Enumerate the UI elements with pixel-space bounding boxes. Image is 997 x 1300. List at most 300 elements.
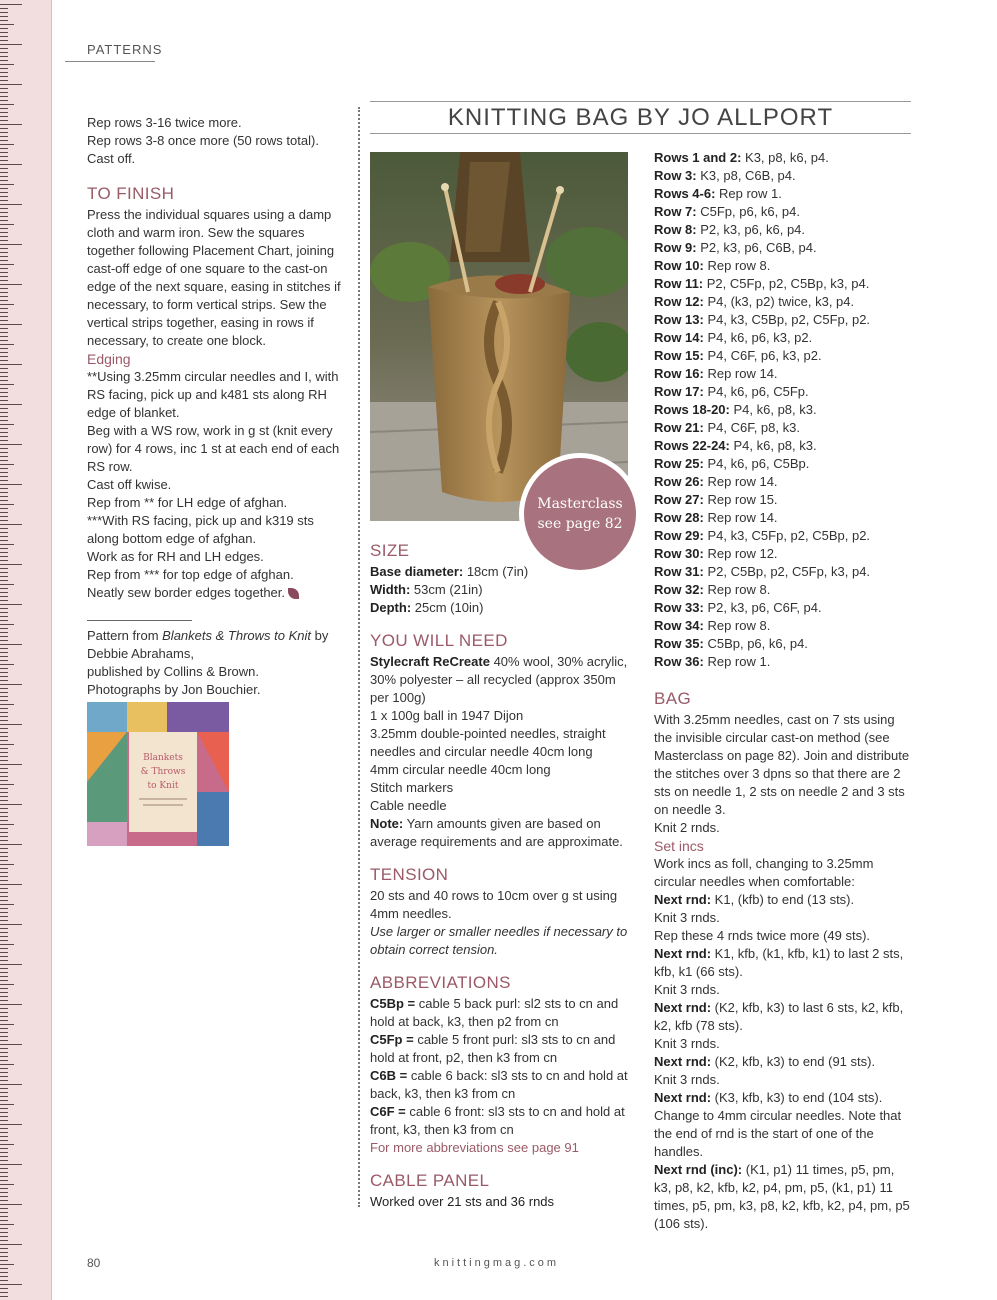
ruler-tick bbox=[0, 428, 8, 429]
cable-row bbox=[654, 635, 912, 653]
ruler-tick bbox=[0, 668, 8, 669]
ruler-tick bbox=[0, 696, 8, 697]
cable-row-value: P4, k6, p8, k3. bbox=[729, 402, 817, 417]
ruler-tick bbox=[0, 20, 8, 21]
ruler-tick bbox=[0, 256, 8, 257]
abbreviations-heading: ABBREVIATIONS bbox=[370, 973, 511, 992]
inc-value: Knit 3 rnds. bbox=[654, 1036, 720, 1051]
ruler-tick bbox=[0, 644, 22, 645]
cable-row bbox=[654, 599, 912, 617]
cable-row bbox=[654, 257, 912, 275]
ruler-tick bbox=[0, 1288, 8, 1289]
ruler-tick bbox=[0, 180, 8, 181]
ruler-tick bbox=[0, 916, 8, 917]
ruler-tick bbox=[0, 76, 8, 77]
ruler-tick bbox=[0, 512, 8, 513]
cable-row-value: P4, C6F, p6, k3, p2. bbox=[703, 348, 822, 363]
inc-line bbox=[654, 909, 912, 927]
ruler-tick bbox=[0, 524, 22, 525]
ruler-tick bbox=[0, 1056, 8, 1057]
ruler-tick bbox=[0, 336, 8, 337]
ruler-tick bbox=[0, 200, 8, 201]
ruler-tick bbox=[0, 264, 14, 265]
cable-row bbox=[654, 293, 912, 311]
ruler-tick bbox=[0, 728, 8, 729]
you-will-need-heading: YOU WILL NEED bbox=[370, 631, 508, 650]
ruler-tick bbox=[0, 476, 8, 477]
ruler-tick bbox=[0, 520, 8, 521]
cable-row-label: Row 11: bbox=[654, 276, 704, 291]
edging-line bbox=[87, 494, 349, 512]
ruler-tick bbox=[0, 1292, 8, 1293]
ruler-tick bbox=[0, 332, 8, 333]
ruler-tick bbox=[0, 940, 8, 941]
cable-row bbox=[654, 347, 912, 365]
size-line bbox=[370, 563, 632, 581]
inc-value: Change to 4mm circular needles. Note that the end of rnd is the start of one of the handles. bbox=[654, 1108, 902, 1159]
ruler-tick bbox=[0, 468, 8, 469]
ruler-tick bbox=[0, 132, 8, 133]
credit-publisher: published by Collins & Brown. bbox=[87, 664, 259, 679]
ruler-tick bbox=[0, 1140, 8, 1141]
cable-row-label: Row 32: bbox=[654, 582, 704, 597]
ruler-tick bbox=[0, 484, 22, 485]
ruler-tick bbox=[0, 604, 22, 605]
ruler-tick bbox=[0, 1156, 8, 1157]
ruler-tick bbox=[0, 836, 8, 837]
ruler-tick bbox=[0, 1084, 22, 1085]
ruler-tick bbox=[0, 1104, 14, 1105]
cable-panel-heading: CABLE PANEL bbox=[370, 1171, 490, 1190]
abbreviation-value: cable 5 back purl: sl2 sts to cn and hold at back, k3, then p2 from cn bbox=[370, 996, 619, 1029]
note-label: Note: bbox=[370, 816, 404, 831]
cable-row-label: Row 27: bbox=[654, 492, 704, 507]
ruler-tick bbox=[0, 444, 22, 445]
ruler-tick bbox=[0, 340, 8, 341]
ruler-tick bbox=[0, 1032, 8, 1033]
ruler-tick bbox=[0, 700, 8, 701]
ruler-tick bbox=[0, 376, 8, 377]
ruler-tick bbox=[0, 544, 14, 545]
ruler-tick bbox=[0, 192, 8, 193]
ruler-tick bbox=[0, 556, 8, 557]
cable-row-value: P4, C6F, p8, k3. bbox=[703, 420, 800, 435]
cable-row-label: Row 8: bbox=[654, 222, 697, 237]
ruler-tick bbox=[0, 944, 14, 945]
cable-row-value: Rep row 1. bbox=[715, 186, 782, 201]
ruler-tick bbox=[0, 12, 8, 13]
page-number: 80 bbox=[87, 1256, 101, 1270]
ruler-tick bbox=[0, 812, 8, 813]
cable-row bbox=[654, 437, 912, 455]
inc-line bbox=[654, 981, 912, 999]
more-abbreviations-link[interactable]: For more abbreviations see page 91 bbox=[370, 1140, 579, 1155]
ruler-tick bbox=[0, 1248, 8, 1249]
ruler-tick bbox=[0, 72, 8, 73]
ruler-tick bbox=[0, 832, 8, 833]
ruler-tick bbox=[0, 1256, 8, 1257]
edging-line bbox=[87, 548, 349, 566]
inc-value: (K2, kfb, k3) to end (91 sts). bbox=[711, 1054, 876, 1069]
inc-line bbox=[654, 945, 912, 981]
ruler-tick bbox=[0, 880, 8, 881]
ruler-tick bbox=[0, 820, 8, 821]
ruler-tick bbox=[0, 560, 8, 561]
ruler-tick bbox=[0, 780, 8, 781]
cable-row bbox=[654, 473, 912, 491]
middle-column bbox=[370, 150, 632, 1211]
credit-photos: Photographs by Jon Bouchier. bbox=[87, 682, 261, 697]
ruler-tick bbox=[0, 1272, 8, 1273]
ruler-tick bbox=[0, 904, 14, 905]
ruler-tick bbox=[0, 1116, 8, 1117]
ruler-tick bbox=[0, 436, 8, 437]
cable-row-value: P4, k6, p6, k3, p2. bbox=[703, 330, 813, 345]
ruler-tick bbox=[0, 424, 14, 425]
ruler-tick bbox=[0, 756, 8, 757]
ruler-tick bbox=[0, 372, 8, 373]
cable-row-value: P4, (k3, p2) twice, k3, p4. bbox=[703, 294, 855, 309]
cable-row-value: P2, C5Bp, p2, C5Fp, k3, p4. bbox=[703, 564, 871, 579]
cable-row bbox=[654, 311, 912, 329]
need-line: 1 x 100g ball in 1947 Dijon bbox=[370, 708, 524, 723]
ruler-tick bbox=[0, 1052, 8, 1053]
abbreviation-value: cable 6 back: sl3 sts to cn and hold at back, k3, then k3 from cn bbox=[370, 1068, 628, 1101]
cable-row-label: Row 13: bbox=[654, 312, 704, 327]
ruler-tick bbox=[0, 896, 8, 897]
cable-row-value: Rep row 8. bbox=[703, 618, 771, 633]
cable-row-label: Row 33: bbox=[654, 600, 704, 615]
ruler-tick bbox=[0, 548, 8, 549]
title-rule-bottom bbox=[370, 133, 911, 134]
yarn-desc: 40% wool, 30% acrylic, 30% polyester – all recycled (approx 350m per 100g) bbox=[370, 654, 628, 705]
ruler-tick bbox=[0, 136, 8, 137]
ruler-tick bbox=[0, 204, 22, 205]
size-value: 53cm (21in) bbox=[410, 582, 483, 597]
ruler-tick bbox=[0, 704, 14, 705]
ruler-tick bbox=[0, 844, 22, 845]
ruler-tick bbox=[0, 1132, 8, 1133]
need-line: Cable needle bbox=[370, 798, 447, 813]
ruler-tick bbox=[0, 480, 8, 481]
ruler-tick bbox=[0, 92, 8, 93]
ruler-tick bbox=[0, 1144, 14, 1145]
ruler-tick bbox=[0, 788, 8, 789]
ruler-tick bbox=[0, 1036, 8, 1037]
edging-line bbox=[87, 584, 349, 602]
inc-value: K1, kfb, (k1, kfb, k1) to last 2 sts, kfb, k1 (66 sts). bbox=[654, 946, 904, 979]
ruler-tick bbox=[0, 216, 8, 217]
inc-line bbox=[654, 1089, 912, 1107]
ruler-tick bbox=[0, 1280, 8, 1281]
ruler-tick bbox=[0, 660, 8, 661]
ruler-tick bbox=[0, 996, 8, 997]
tension-text: 20 sts and 40 rows to 10cm over g st using 4mm needles. bbox=[370, 888, 618, 921]
ruler-tick bbox=[0, 984, 14, 985]
ruler-tick bbox=[0, 1208, 8, 1209]
cable-row bbox=[654, 563, 912, 581]
ruler-tick bbox=[0, 772, 8, 773]
ruler-tick bbox=[0, 148, 8, 149]
ruler-tick bbox=[0, 676, 8, 677]
ruler-tick bbox=[0, 508, 8, 509]
tension-italic: Use larger or smaller needles if necessary to obtain correct tension. bbox=[370, 924, 628, 957]
ruler-tick bbox=[0, 108, 8, 109]
cable-panel-text: Worked over 21 sts and 36 rnds bbox=[370, 1194, 555, 1209]
cable-row-value: Rep row 14. bbox=[703, 474, 778, 489]
cable-row bbox=[654, 275, 912, 293]
ruler-tick bbox=[0, 532, 8, 533]
ruler-tick bbox=[0, 588, 8, 589]
ruler-tick bbox=[0, 488, 8, 489]
ruler-tick bbox=[0, 84, 22, 85]
ruler-tick bbox=[0, 600, 8, 601]
inc-value: Knit 3 rnds. bbox=[654, 982, 720, 997]
ruler-tick bbox=[0, 664, 14, 665]
ruler-tick bbox=[0, 936, 8, 937]
cable-row-label: Row 29: bbox=[654, 528, 704, 543]
abbreviation-label: C6F = bbox=[370, 1104, 406, 1119]
ruler-tick bbox=[0, 1088, 8, 1089]
ruler-tick bbox=[0, 4, 22, 5]
inc-line bbox=[654, 1035, 912, 1053]
inc-line bbox=[654, 1053, 912, 1071]
ruler-tick bbox=[0, 976, 8, 977]
ruler-tick bbox=[0, 496, 8, 497]
ruler-tick bbox=[0, 296, 8, 297]
ruler-tick bbox=[0, 1260, 8, 1261]
ruler-tick bbox=[0, 164, 22, 165]
ruler-tick bbox=[0, 448, 8, 449]
ruler-tick bbox=[0, 1232, 8, 1233]
cable-row-value: P2, k3, p6, C6F, p4. bbox=[703, 600, 822, 615]
ruler-tick bbox=[0, 1184, 14, 1185]
size-label: Width: bbox=[370, 582, 411, 597]
inc-label: Next rnd: bbox=[654, 1090, 712, 1105]
ruler-tick bbox=[0, 764, 22, 765]
cable-row-label: Rows 1 and 2: bbox=[654, 150, 742, 165]
ruler-tick bbox=[0, 1160, 8, 1161]
ruler-tick bbox=[0, 492, 8, 493]
ruler-tick bbox=[0, 80, 8, 81]
cable-row bbox=[654, 401, 912, 419]
inc-line bbox=[654, 891, 912, 909]
ruler-tick bbox=[0, 388, 8, 389]
ruler-tick bbox=[0, 732, 8, 733]
ruler-tick bbox=[0, 584, 14, 585]
ruler-tick bbox=[0, 736, 8, 737]
cable-row bbox=[654, 185, 912, 203]
ruler-tick bbox=[0, 292, 8, 293]
inc-label: Next rnd: bbox=[654, 892, 712, 907]
ruler-tick bbox=[0, 892, 8, 893]
ruler-tick bbox=[0, 1024, 14, 1025]
ruler-tick bbox=[0, 816, 8, 817]
ruler-tick bbox=[0, 752, 8, 753]
ruler-tick bbox=[0, 260, 8, 261]
ruler-tick bbox=[0, 56, 8, 57]
ruler-tick bbox=[0, 908, 8, 909]
cable-row-value: Rep row 15. bbox=[703, 492, 778, 507]
end-mark-icon bbox=[288, 588, 299, 599]
ruler-tick bbox=[0, 956, 8, 957]
ruler-tick bbox=[0, 868, 8, 869]
abbreviation-line bbox=[370, 1031, 632, 1067]
inc-label: Next rnd: bbox=[654, 946, 712, 961]
footer-site: knittingmag.com bbox=[434, 1257, 560, 1269]
ruler-tick bbox=[0, 320, 8, 321]
ruler-tick bbox=[0, 380, 8, 381]
need-line: Stitch markers bbox=[370, 780, 454, 795]
article-title: KNITTING BAG BY JO ALLPORT bbox=[447, 104, 834, 131]
cable-row bbox=[654, 545, 912, 563]
ruler-tick bbox=[0, 864, 14, 865]
ruler-tick bbox=[0, 224, 14, 225]
ruler-tick bbox=[0, 344, 14, 345]
ruler-tick bbox=[0, 308, 8, 309]
note-line bbox=[370, 815, 632, 851]
ruler-tick bbox=[0, 36, 8, 37]
need-line: 3.25mm double-pointed needles, straight needles and circular needle 40cm long bbox=[370, 726, 606, 759]
ruler-tick bbox=[0, 440, 8, 441]
ruler-tick bbox=[0, 144, 14, 145]
cable-row-label: Rows 18-20: bbox=[654, 402, 730, 417]
ruler-tick bbox=[0, 96, 8, 97]
ruler-tick bbox=[0, 656, 8, 657]
ruler-tick bbox=[0, 968, 8, 969]
ruler-tick bbox=[0, 680, 8, 681]
ruler-tick bbox=[0, 592, 8, 593]
cable-row-value: P2, C5Fp, p2, C5Bp, k3, p4. bbox=[703, 276, 870, 291]
ruler-tick bbox=[0, 1224, 14, 1225]
ruler-tick bbox=[0, 516, 8, 517]
cable-row-label: Row 28: bbox=[654, 510, 704, 525]
ruler-tick bbox=[0, 112, 8, 113]
ruler-tick bbox=[0, 1284, 22, 1285]
ruler-tick bbox=[0, 8, 8, 9]
cable-row bbox=[654, 203, 912, 221]
ruler-tick bbox=[0, 252, 8, 253]
ruler-tick bbox=[0, 688, 8, 689]
header-rule bbox=[65, 61, 155, 62]
cable-row bbox=[654, 419, 912, 437]
ruler-tick bbox=[0, 1252, 8, 1253]
section-label: PATTERNS bbox=[87, 42, 163, 57]
edging-line bbox=[87, 422, 349, 476]
cable-row-label: Rows 4-6: bbox=[654, 186, 716, 201]
badge-line-2: see page 82 bbox=[537, 516, 623, 532]
ruler-tick bbox=[0, 624, 14, 625]
cable-row-label: Row 15: bbox=[654, 348, 704, 363]
ruler-tick bbox=[0, 760, 8, 761]
inc-line bbox=[654, 999, 912, 1035]
intro-lines bbox=[87, 114, 349, 168]
cable-row-value: P2, k3, p6, k6, p4. bbox=[696, 222, 806, 237]
inc-value: (K3, kfb, k3) to end (104 sts). bbox=[711, 1090, 883, 1105]
cable-row-value: P4, k6, p8, k3. bbox=[729, 438, 817, 453]
ruler-tick bbox=[0, 280, 8, 281]
ruler-tick bbox=[0, 1296, 8, 1297]
left-column bbox=[87, 114, 349, 699]
size-value: 25cm (10in) bbox=[411, 600, 484, 615]
ruler-tick bbox=[0, 100, 8, 101]
ruler-tick bbox=[0, 48, 8, 49]
cable-row bbox=[654, 221, 912, 239]
ruler-tick bbox=[0, 1136, 8, 1137]
ruler-tick bbox=[0, 1216, 8, 1217]
ruler-tick bbox=[0, 356, 8, 357]
ruler-tick bbox=[0, 464, 14, 465]
ruler-tick bbox=[0, 1100, 8, 1101]
ruler-tick bbox=[0, 924, 22, 925]
ruler-tick bbox=[0, 628, 8, 629]
ruler-tick bbox=[0, 276, 8, 277]
book-cover-image bbox=[87, 702, 229, 846]
ruler-tick bbox=[0, 1044, 22, 1045]
inc-line bbox=[654, 1071, 912, 1089]
ruler-tick bbox=[0, 568, 8, 569]
ruler-tick bbox=[0, 420, 8, 421]
ruler-tick bbox=[0, 1268, 8, 1269]
ruler-tick bbox=[0, 1128, 8, 1129]
ruler-tick bbox=[0, 504, 14, 505]
ruler-tick bbox=[0, 392, 8, 393]
ruler-tick bbox=[0, 232, 8, 233]
size-lines bbox=[370, 563, 632, 617]
edging-line-text: Work as for RH and LH edges. bbox=[87, 549, 264, 564]
yarn-line bbox=[370, 653, 632, 707]
size-value: 18cm (7in) bbox=[463, 564, 529, 579]
inc-value: (K2, kfb, k3) to last 6 sts, k2, kfb, k2, kfb (78 sts). bbox=[654, 1000, 904, 1033]
cable-row-value: Rep row 8. bbox=[703, 258, 771, 273]
cable-row bbox=[654, 149, 912, 167]
ruler-tick bbox=[0, 364, 22, 365]
ruler-tick bbox=[0, 536, 8, 537]
ruler-tick bbox=[0, 1264, 14, 1265]
ruler-tick bbox=[0, 920, 8, 921]
inc-value: Rep these 4 rnds twice more (49 sts). bbox=[654, 928, 871, 943]
ruler-tick bbox=[0, 316, 8, 317]
ruler-tick bbox=[0, 1008, 8, 1009]
set-incs-heading: Set incs bbox=[654, 838, 704, 854]
ruler-tick bbox=[0, 616, 8, 617]
page-ruler bbox=[0, 0, 52, 1300]
ruler-tick bbox=[0, 24, 14, 25]
edging-line bbox=[87, 368, 349, 422]
cable-row bbox=[654, 455, 912, 473]
ruler-tick bbox=[0, 128, 8, 129]
ruler-tick bbox=[0, 1228, 8, 1229]
ruler-tick bbox=[0, 1276, 8, 1277]
ruler-tick bbox=[0, 1120, 8, 1121]
cable-row-label: Rows 22-24: bbox=[654, 438, 730, 453]
ruler-tick bbox=[0, 980, 8, 981]
ruler-tick bbox=[0, 1076, 8, 1077]
tension-note bbox=[370, 923, 632, 959]
intro-line: Rep rows 3-8 once more (50 rows total). bbox=[87, 133, 319, 148]
ruler-tick bbox=[0, 784, 14, 785]
ruler-tick bbox=[0, 792, 8, 793]
edging-line-text: **Using 3.25mm circular needles and I, with RS facing, pick up and k481 sts along RH edge of blanket. bbox=[87, 369, 339, 420]
ruler-tick bbox=[0, 972, 8, 973]
abbreviation-label: C5Bp = bbox=[370, 996, 416, 1011]
edging-line-text: ***With RS facing, pick up and k319 sts along bottom edge of afghan. bbox=[87, 513, 314, 546]
to-finish-heading: TO FINISH bbox=[87, 184, 175, 203]
cable-row bbox=[654, 383, 912, 401]
ruler-tick bbox=[0, 1064, 14, 1065]
abbreviation-label: C5Fp = bbox=[370, 1032, 414, 1047]
tension-heading: TENSION bbox=[370, 865, 449, 884]
